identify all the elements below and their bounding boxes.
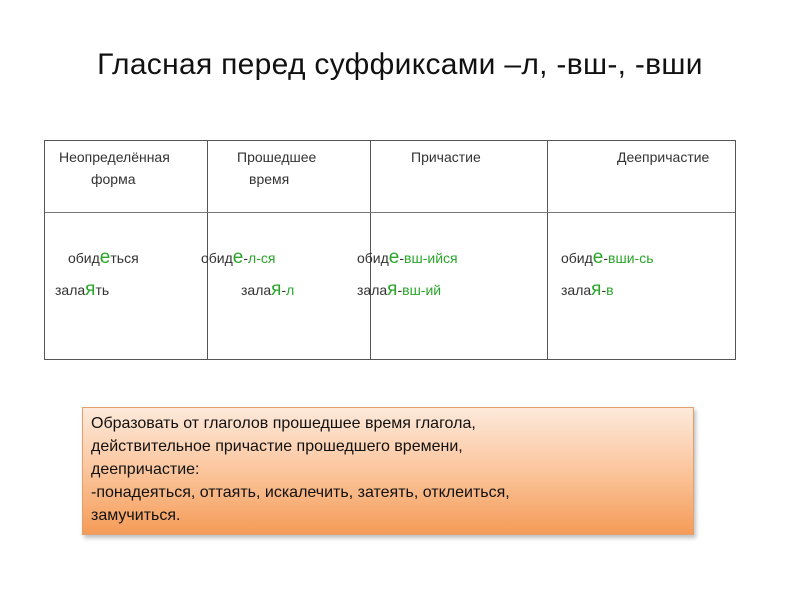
task-line: замучиться.	[91, 507, 181, 524]
task-box	[82, 407, 694, 535]
cell-gerund-2: залая-в	[561, 279, 614, 300]
task-line: Образовать от глаголов прошедшее время глагола,	[91, 415, 476, 432]
cell-participle-1: обиде-вш-ийся	[357, 247, 458, 268]
header-infinitive-line1: Неопределённая	[59, 149, 170, 165]
cell-past-2: залая-л	[241, 279, 295, 300]
header-infinitive	[59, 146, 170, 190]
header-participle	[411, 146, 481, 168]
forms-table	[44, 140, 736, 360]
task-line: -понадеяться, оттаять, искалечить, затеять, отклеиться,	[91, 484, 510, 501]
header-infinitive-line2: форма	[91, 171, 136, 187]
header-divider	[45, 212, 735, 213]
header-gerund	[617, 146, 709, 168]
cell-infinitive-2: залаять	[55, 279, 110, 300]
column-divider	[547, 141, 548, 359]
cell-infinitive-1: обидеться	[68, 247, 139, 268]
header-past-line1: Прошедшее	[237, 149, 317, 165]
cell-gerund-1: обиде-вши-сь	[561, 247, 654, 268]
header-participle-line1: Причастие	[411, 149, 481, 165]
header-past-tense	[237, 146, 316, 190]
task-line: деепричастие:	[91, 461, 200, 478]
cell-participle-2: залая-вш-ий	[357, 279, 442, 300]
header-past-line2: время	[249, 171, 290, 187]
header-gerund-line1: Деепричастие	[617, 149, 710, 165]
task-line: действительное причастие прошедшего времени,	[91, 438, 463, 455]
slide-title: Гласная перед суффиксами –л, -вш-, -вши	[97, 48, 703, 81]
cell-past-1: обиде-л-ся	[201, 247, 276, 268]
